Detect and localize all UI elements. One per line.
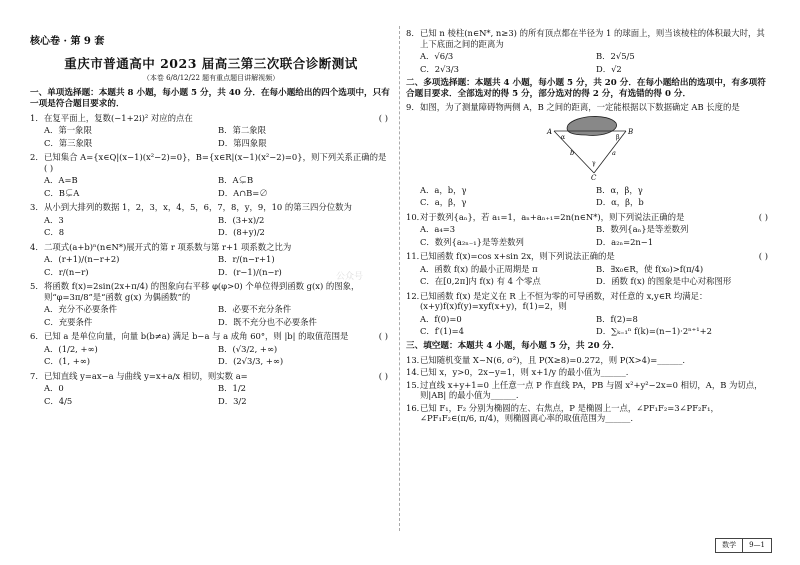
left-column bbox=[30, 28, 392, 410]
question-8 bbox=[406, 28, 772, 49]
option: B．r/(n−r+1) bbox=[218, 254, 275, 265]
question-text: 从小到大排列的数据 1，2，3，x，4，5，6，7，8，y，9，10 的第三四分位数为 bbox=[44, 202, 352, 213]
option: B．必要不充分条件 bbox=[218, 304, 292, 315]
question-number: 12． bbox=[406, 290, 426, 301]
answer-paren: ( ) bbox=[758, 251, 768, 262]
right-column bbox=[406, 28, 772, 426]
option: C．8 bbox=[44, 227, 65, 238]
question-number: 6． bbox=[30, 331, 44, 342]
option: C．第三象限 bbox=[44, 137, 93, 148]
options bbox=[420, 185, 772, 208]
option: A．3 bbox=[44, 214, 64, 225]
question bbox=[406, 251, 772, 262]
question-number: 2． bbox=[30, 152, 44, 163]
question-number: 15． bbox=[406, 379, 426, 390]
question bbox=[30, 152, 392, 173]
question bbox=[406, 367, 772, 378]
option: A．(r+1)/(n−r+2) bbox=[44, 254, 120, 265]
question bbox=[30, 371, 392, 382]
question-text: 已知 x，y>0，2x−y=1，则 x+1/y 的最小值为______. bbox=[420, 367, 629, 378]
answer-paren: ( ) bbox=[758, 211, 768, 222]
question-number: 9． bbox=[406, 102, 420, 113]
option: B．数列{aₙ}是等差数列 bbox=[596, 224, 689, 235]
question bbox=[30, 113, 392, 124]
multi-choice-list bbox=[406, 102, 772, 337]
option: D．第四象限 bbox=[218, 137, 267, 148]
question-number: 16． bbox=[406, 402, 426, 413]
option: D．(8+y)/2 bbox=[218, 227, 265, 238]
option: C．4/5 bbox=[44, 395, 73, 406]
option: D．(2√3/3, +∞) bbox=[218, 356, 284, 367]
option: C．r/(n−r) bbox=[44, 266, 89, 277]
option: D．(r−1)/(n−r) bbox=[218, 266, 282, 277]
question-number: 3． bbox=[30, 202, 44, 213]
option: A．√6/3 bbox=[420, 51, 454, 61]
question bbox=[406, 403, 772, 424]
option: C．数列{a₂ₙ₋₁}是等差数列 bbox=[420, 236, 524, 247]
exam-subtitle: （本卷 6/8/12/22 题有重点题目讲解视频） bbox=[142, 73, 280, 82]
options bbox=[420, 224, 772, 247]
option: B．第二象限 bbox=[218, 125, 267, 136]
label-alpha: α bbox=[561, 133, 566, 141]
label-a-point: A bbox=[547, 127, 553, 136]
options bbox=[420, 314, 772, 337]
question-text: 已知 n 棱柱(n∈N*, n≥3) 的所有顶点都在半径为 1 的球面上，则当该棱柱的体积最大时，其上下底面之间的距离为 bbox=[420, 28, 765, 49]
question-8-options bbox=[420, 51, 772, 74]
options bbox=[44, 254, 392, 277]
options bbox=[44, 344, 392, 367]
answer-paren: ( ) bbox=[378, 370, 388, 381]
question-text: 二项式(a+b)ⁿ(n∈N*)展开式的第 r 项系数与第 r+1 项系数之比为 bbox=[44, 241, 292, 252]
option: D．α，β，b bbox=[596, 197, 644, 208]
answer-paren: ( ) bbox=[378, 331, 388, 342]
footer-subject: 数学 bbox=[722, 541, 737, 550]
question-text: 已知集合 A={x∈Q|(x−1)(x²−2)=0}，B={x∈R|(x−1)(x²−2)=0}，则下列关系正确的是 ( ) bbox=[44, 152, 387, 173]
label-b-point: B bbox=[628, 127, 634, 136]
options bbox=[420, 264, 772, 287]
label-a-side: a bbox=[612, 148, 616, 157]
option: A．充分不必要条件 bbox=[44, 304, 118, 315]
option: A．0 bbox=[44, 383, 64, 394]
question-text: 已知直线 y=ax−a 与曲线 y=x+a/x 相切，则实数 a= bbox=[44, 370, 248, 381]
single-choice-list bbox=[30, 113, 392, 407]
option: A．(1/2, +∞) bbox=[44, 343, 98, 354]
fill-blank-list bbox=[406, 355, 772, 424]
option: D．∑ₖ₌₁ⁿ f(k)=(n−1)·2ⁿ⁺¹+2 bbox=[596, 326, 712, 337]
series-label: 核心卷 · 第 9 套 bbox=[30, 36, 105, 47]
question bbox=[30, 331, 392, 342]
option: C．f′(1)=4 bbox=[420, 326, 464, 337]
footer-page: 9—1 bbox=[742, 539, 771, 552]
triangle-diagram bbox=[546, 115, 636, 181]
question-number: 1． bbox=[30, 112, 44, 123]
question-number: 8． bbox=[406, 28, 420, 38]
option: B．f(2)=8 bbox=[596, 313, 638, 324]
question-text: 已知函数 f(x) 是定义在 R 上不恒为零的可导函数，对任意的 x,y∈R 均满足：(x+y)f(x)f(y)=xyf(x+y)，f(1)=2，则 bbox=[420, 290, 708, 312]
option: C．2√3/3 bbox=[420, 63, 459, 74]
option: D．3/2 bbox=[218, 395, 247, 406]
exam-title: 重庆市普通高中 2023 届高三第三次联合诊断测试 bbox=[64, 56, 358, 71]
question-text: 过直线 x+y+1=0 上任意一点 P 作直线 PA，PB 与圆 x²+y²−2x=0 相切，A，B 为切点，则|AB| 的最小值为______. bbox=[420, 379, 763, 401]
option: B．(√3/2, +∞) bbox=[218, 343, 278, 354]
label-b-side: b bbox=[570, 148, 575, 157]
segment-bc bbox=[594, 131, 626, 173]
option: C．B⊊A bbox=[44, 187, 80, 198]
options bbox=[44, 125, 392, 148]
column-divider bbox=[399, 26, 400, 531]
option: D．A∩B=∅ bbox=[218, 187, 268, 198]
option: A．a，b，γ bbox=[420, 184, 467, 195]
question-text: 如图，为了测量障碍物两侧 A，B 之间的距离，一定能根据以下数据确定 AB 长度的是 bbox=[420, 102, 740, 113]
question bbox=[406, 355, 772, 366]
question bbox=[406, 380, 772, 401]
options bbox=[44, 383, 392, 406]
question bbox=[406, 291, 772, 312]
question-number: 7． bbox=[30, 370, 44, 381]
option: B．A⊊B bbox=[218, 175, 254, 186]
question-text: 在复平面上，复数(−1+2i)² 对应的点在 bbox=[44, 112, 193, 123]
question bbox=[30, 281, 392, 302]
option: C．在[0,2π]内 f(x) 有 4 个零点 bbox=[420, 276, 541, 287]
option: C．a，β，γ bbox=[420, 197, 467, 208]
question-text: 已知 a 是单位向量，向量 b(b≠a) 满足 b−a 与 a 成角 60°，则 |b| 的取值范围是 bbox=[44, 331, 349, 342]
option: B．(3+x)/2 bbox=[218, 214, 265, 225]
section-1-heading: 一、单项选择题：本题共 8 小题，每小题 5 分，共 40 分．在每小题给出的四个选项中，只有一项是符合题目要求的． bbox=[30, 88, 390, 110]
page-footer bbox=[715, 538, 772, 553]
option: A．a₄=3 bbox=[420, 224, 456, 235]
option: D．√2 bbox=[596, 63, 622, 74]
options bbox=[44, 304, 392, 327]
question-text: 对于数列{aₙ}，若 a₁=1，aₙ+aₙ₊₁=2n(n∈N*)，则下列说法正确的是 bbox=[420, 211, 685, 222]
option: B．∃x₀∈R，使 f(x₀)>f(π/4) bbox=[596, 263, 704, 274]
question bbox=[406, 212, 772, 223]
options bbox=[44, 215, 392, 238]
question bbox=[30, 202, 392, 213]
option: D．既不充分也不必要条件 bbox=[218, 316, 317, 327]
label-beta: β bbox=[616, 133, 620, 141]
option: B．2√5/5 bbox=[596, 51, 635, 61]
options bbox=[44, 175, 392, 198]
question-number: 13． bbox=[406, 354, 426, 365]
question bbox=[30, 242, 392, 253]
question-text: 将函数 f(x)=2sin(2x+π/4) 的图象向右平移 φ(φ>0) 个单位得到函数 g(x) 的图象，则“φ=3π/8”是“函数 g(x) 为偶函数”的 bbox=[44, 281, 360, 302]
question-number: 5． bbox=[30, 281, 44, 292]
question-number: 11． bbox=[406, 251, 426, 262]
option: B．1/2 bbox=[218, 383, 247, 394]
option: C．(1, +∞) bbox=[44, 356, 90, 367]
question bbox=[406, 102, 772, 113]
option: D．函数 f(x) 的图象是中心对称图形 bbox=[596, 276, 732, 287]
answer-paren: ( ) bbox=[378, 112, 388, 123]
watermark: 公众号 bbox=[336, 272, 364, 282]
label-gamma: γ bbox=[592, 159, 596, 167]
obstacle-shape bbox=[567, 116, 616, 135]
option: A．函数 f(x) 的最小正周期是 π bbox=[420, 263, 538, 274]
option: A．f(0)=0 bbox=[420, 313, 462, 324]
question-number: 14． bbox=[406, 367, 426, 378]
question-text: 已知函数 f(x)=cos x+sin 2x，则下列说法正确的是 bbox=[420, 251, 615, 262]
triangle-figure bbox=[546, 115, 636, 181]
question-number: 10． bbox=[406, 211, 426, 222]
question-text: 已知 F₁，F₂ 分别为椭圆的左、右焦点，P 是椭圆上一点，∠PF₁F₂=3∠PF₂F₁，∠PF₁F₂∈(π/6, π/4)，则椭圆离心率的取值范围为______. bbox=[420, 402, 719, 424]
section-2-heading: 二、多项选择题：本题共 4 小题，每小题 5 分，共 20 分．在每小题给出的选项中，有多项符合题目要求．全部选对的得 5 分，部分选对的得 2 分，有选错的得 0 分． bbox=[406, 78, 766, 99]
section-3-heading: 三、填空题：本题共 4 小题，每小题 5 分，共 20 分． bbox=[406, 340, 620, 351]
option: D．a₂ₙ=2n−1 bbox=[596, 236, 654, 247]
option: A．A=B bbox=[44, 175, 78, 186]
label-c-point: C bbox=[591, 173, 597, 181]
option: A．第一象限 bbox=[44, 125, 92, 136]
question-number: 4． bbox=[30, 241, 44, 252]
option: B．α，β，γ bbox=[596, 184, 643, 195]
option: C．充要条件 bbox=[44, 316, 93, 327]
question-text: 已知随机变量 X~N(6, σ²)，且 P(X≥8)=0.272，则 P(X>4)=______. bbox=[420, 354, 686, 365]
